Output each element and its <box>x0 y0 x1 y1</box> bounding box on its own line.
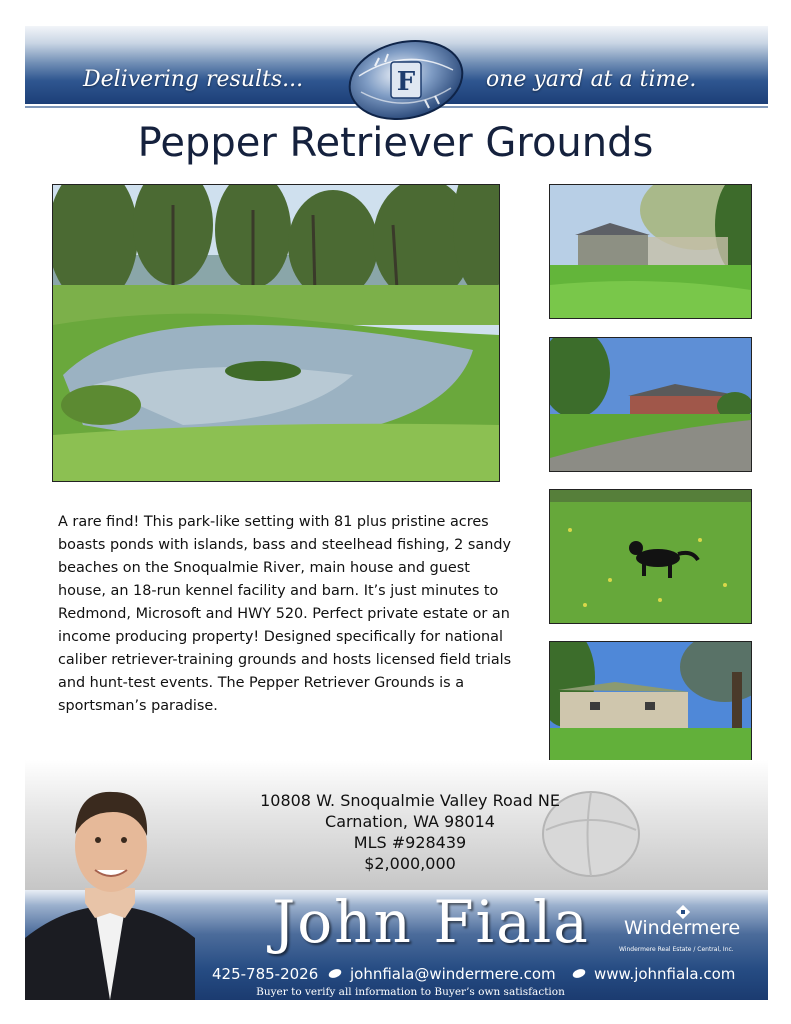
agent-name: John Fiala <box>272 888 590 956</box>
thumbnail-kennel <box>549 184 752 319</box>
logo-letter: F <box>396 67 416 97</box>
description-text: A rare find! This park-like setting with 81 plus pristine acres boasts ponds with islands, bass and steelhead fishing, 2 sandy beaches on the Snoqualmie River, main house and guest house, an 18-run kennel facility and barn. It’s just minutes to Redmond, Microsoft and HWY 520. Perfect private estate or an income producing property! Designed specifically for national caliber retriever-training grounds and hosts licensed field trials and hunt-test events. The Pepper Retriever Grounds is a sportsman’s paradise. <box>58 514 512 714</box>
main-photo-pond <box>52 184 500 482</box>
football-bullet-icon <box>328 968 342 979</box>
disclaimer: Buyer to verify all information to Buyer’s own satisfaction <box>256 986 565 998</box>
agent-email-link[interactable]: johnfiala@windermere.com <box>350 965 556 983</box>
tagline-left: Delivering results... <box>83 67 304 92</box>
price: $2,000,000 <box>364 854 456 873</box>
property-details <box>250 790 570 874</box>
thumbnail-guest-house <box>549 641 752 776</box>
brand-name: Windermere <box>624 917 741 939</box>
tagline-right: one yard at a time. <box>486 67 697 92</box>
brand-subtitle: Windermere Real Estate / Central, Inc. <box>619 946 734 953</box>
page-title: Pepper Retriever Grounds <box>137 120 654 166</box>
agent-website-link[interactable]: www.johnfiala.com <box>594 965 736 983</box>
address-line-2: Carnation, WA 98014 <box>325 812 495 831</box>
agent-photo <box>25 778 195 1000</box>
listing-description <box>58 511 518 718</box>
football-logo-icon <box>345 36 467 124</box>
thumbnail-retriever-dog <box>549 489 752 624</box>
football-bullet-icon <box>572 968 586 979</box>
agent-phone[interactable]: 425-785-2026 <box>212 965 319 983</box>
address-line-1: 10808 W. Snoqualmie Valley Road NE <box>260 791 560 810</box>
thumbnail-main-house <box>549 337 752 472</box>
mls-number: MLS #928439 <box>353 833 467 852</box>
